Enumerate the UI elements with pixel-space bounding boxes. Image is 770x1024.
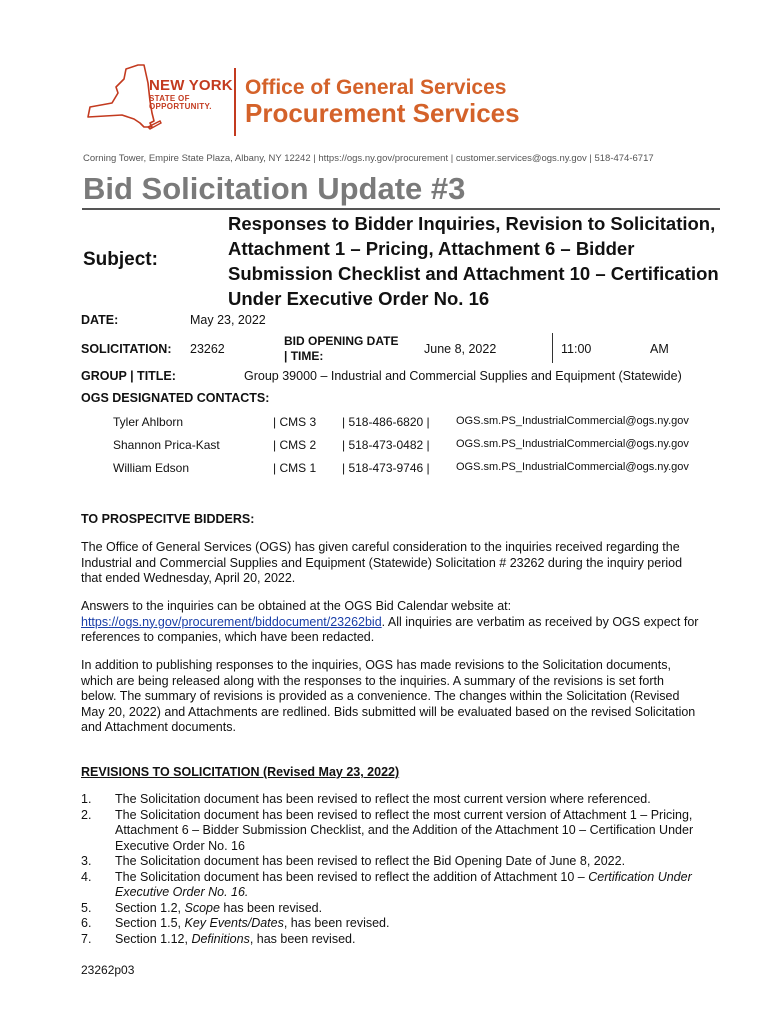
contact-name: Tyler Ahlborn (113, 415, 184, 429)
contacts-label: OGS DESIGNATED CONTACTS: (81, 391, 270, 405)
list-item (81, 932, 701, 948)
contact-phone: | 518-473-9746 | (342, 461, 430, 475)
ny-wordmark-line3: OPPORTUNITY. (149, 102, 212, 111)
contact-name: William Edson (113, 461, 190, 475)
contact-cms: | CMS 1 (273, 461, 317, 475)
list-item (81, 808, 701, 855)
list-item-text: The Solicitation document has been revised to reflect the most current version of Attachment 1 – Pricing, Attachment 6 – Bidder Submission Checklist, and the Addition of the Attachment 10 – Certification Under Executive Order No. 16 (115, 807, 694, 853)
list-item-number: 5. (81, 900, 92, 915)
paragraph-answers (81, 599, 701, 646)
title-rule (82, 208, 720, 210)
list-item-number: 3. (81, 854, 92, 868)
paragraph-inquiries: The Office of General Services (OGS) has given careful consideration to the inquiries received regarding the Industrial and Commercial Supplies and Equipment (Statewide) Solicitation # 23262 during the inquiry period that ended Wednesday, April 20, 2022. (81, 540, 683, 585)
contact-phone: | 518-486-6820 | (342, 415, 430, 429)
bid-opening-label-line1: BID OPENING DATE (284, 334, 399, 348)
bidders-heading: TO PROSPECITVE BIDDERS: (81, 512, 255, 526)
bid-opening-ampm: AM (650, 342, 669, 356)
header-divider (234, 68, 236, 136)
org-division: Procurement Services (245, 98, 520, 128)
list-item-number: 6. (81, 916, 92, 930)
date-value: May 23, 2022 (190, 313, 266, 327)
bid-opening-date: June 8, 2022 (424, 342, 497, 356)
answers-line (81, 615, 701, 646)
document-id: 23262p03 (81, 963, 135, 977)
time-divider (552, 333, 553, 363)
list-item-text: The Solicitation document has been revised to reflect the addition of Attachment 10 – Certification Under Executive Order No. 16. (115, 869, 692, 899)
list-item (81, 792, 701, 808)
paragraph-revisions-summary: In addition to publishing responses to the inquiries, OGS has made revisions to the Solicitation documents, which are being released along with the responses to the inquiries. A summary of the revisions is set forth below. The summary of revisions is provided as a convenience. The changes within the Solicitation (Revised May 20, 2022) and Attachments are redlined. Bids submitted will be evaluated based on the revised Solicitation and Attachment documents. (81, 658, 696, 734)
contact-name: Shannon Prica-Kast (113, 438, 220, 452)
contact-email[interactable]: OGS.sm.PS_IndustrialCommercial@ogs.ny.gov (456, 438, 689, 450)
group-value: Group 39000 – Industrial and Commercial Supplies and Equipment (Statewide) (244, 369, 682, 383)
contact-email[interactable]: OGS.sm.PS_IndustrialCommercial@ogs.ny.gov (456, 461, 689, 473)
contact-row (113, 415, 713, 433)
answers-intro: Answers to the inquiries can be obtained at the OGS Bid Calendar website at: (81, 599, 512, 613)
revisions-list (81, 792, 701, 947)
revisions-heading: REVISIONS TO SOLICITATION (Revised May 23, 2022) (81, 765, 400, 779)
bid-opening-label (284, 334, 398, 364)
org-name: Office of General Services (245, 76, 507, 99)
ny-state-wordmark (149, 78, 233, 111)
group-label: GROUP | TITLE: (81, 369, 176, 383)
bid-calendar-link[interactable]: https://ogs.ny.gov/procurement/biddocument/23262bid (81, 614, 382, 629)
contact-phone: | 518-473-0482 | (342, 438, 430, 452)
list-item-number: 7. (81, 931, 92, 946)
header-contact-line: Corning Tower, Empire State Plaza, Albany, NY 12242 | https://ogs.ny.gov/procurement | customer.services@ogs.ny.gov | 518-474-6717 (83, 153, 654, 164)
list-item (81, 854, 701, 870)
contact-cms: | CMS 2 (273, 438, 317, 452)
subject-label: Subject: (83, 249, 158, 270)
bid-opening-time: 11:00 (561, 342, 592, 356)
answers-rest: . All inquiries are verbatim as received by OGS expect for references to companies, which have been redacted. (81, 614, 699, 644)
contact-row (113, 461, 713, 479)
ny-wordmark-line2: STATE OF (149, 94, 190, 103)
bid-opening-label-line2: | TIME: (284, 349, 324, 363)
list-item-number: 4. (81, 869, 92, 884)
list-item-text: The Solicitation document has been revised to reflect the Bid Opening Date of June 8, 2022. (115, 854, 626, 868)
contact-email[interactable]: OGS.sm.PS_IndustrialCommercial@ogs.ny.gov (456, 415, 689, 427)
page-title: Bid Solicitation Update #3 (83, 171, 466, 206)
list-item (81, 901, 701, 917)
list-item-text: Section 1.5, Key Events/Dates, has been revised. (115, 916, 390, 930)
list-item (81, 870, 701, 901)
list-item-text: Section 1.12, Definitions, has been revised. (115, 931, 356, 946)
list-item-number: 2. (81, 807, 92, 822)
date-label: DATE: (81, 313, 119, 327)
solicitation-value: 23262 (190, 342, 225, 356)
list-item-text: Section 1.2, Scope has been revised. (115, 900, 323, 915)
contact-cms: | CMS 3 (273, 415, 317, 429)
list-item (81, 916, 701, 932)
list-item-number: 1. (81, 792, 92, 806)
list-item-text: The Solicitation document has been revised to reflect the most current version where referenced. (115, 792, 651, 806)
ny-wordmark-line1: NEW YORK (149, 77, 233, 94)
contact-row (113, 438, 713, 456)
solicitation-label: SOLICITATION: (81, 342, 172, 356)
subject-text: Responses to Bidder Inquiries, Revision to Solicitation, Attachment 1 – Pricing, Attachment 6 – Bidder Submission Checklist and Attachment 10 – Certification Under Executive Order No. 16 (228, 213, 719, 309)
